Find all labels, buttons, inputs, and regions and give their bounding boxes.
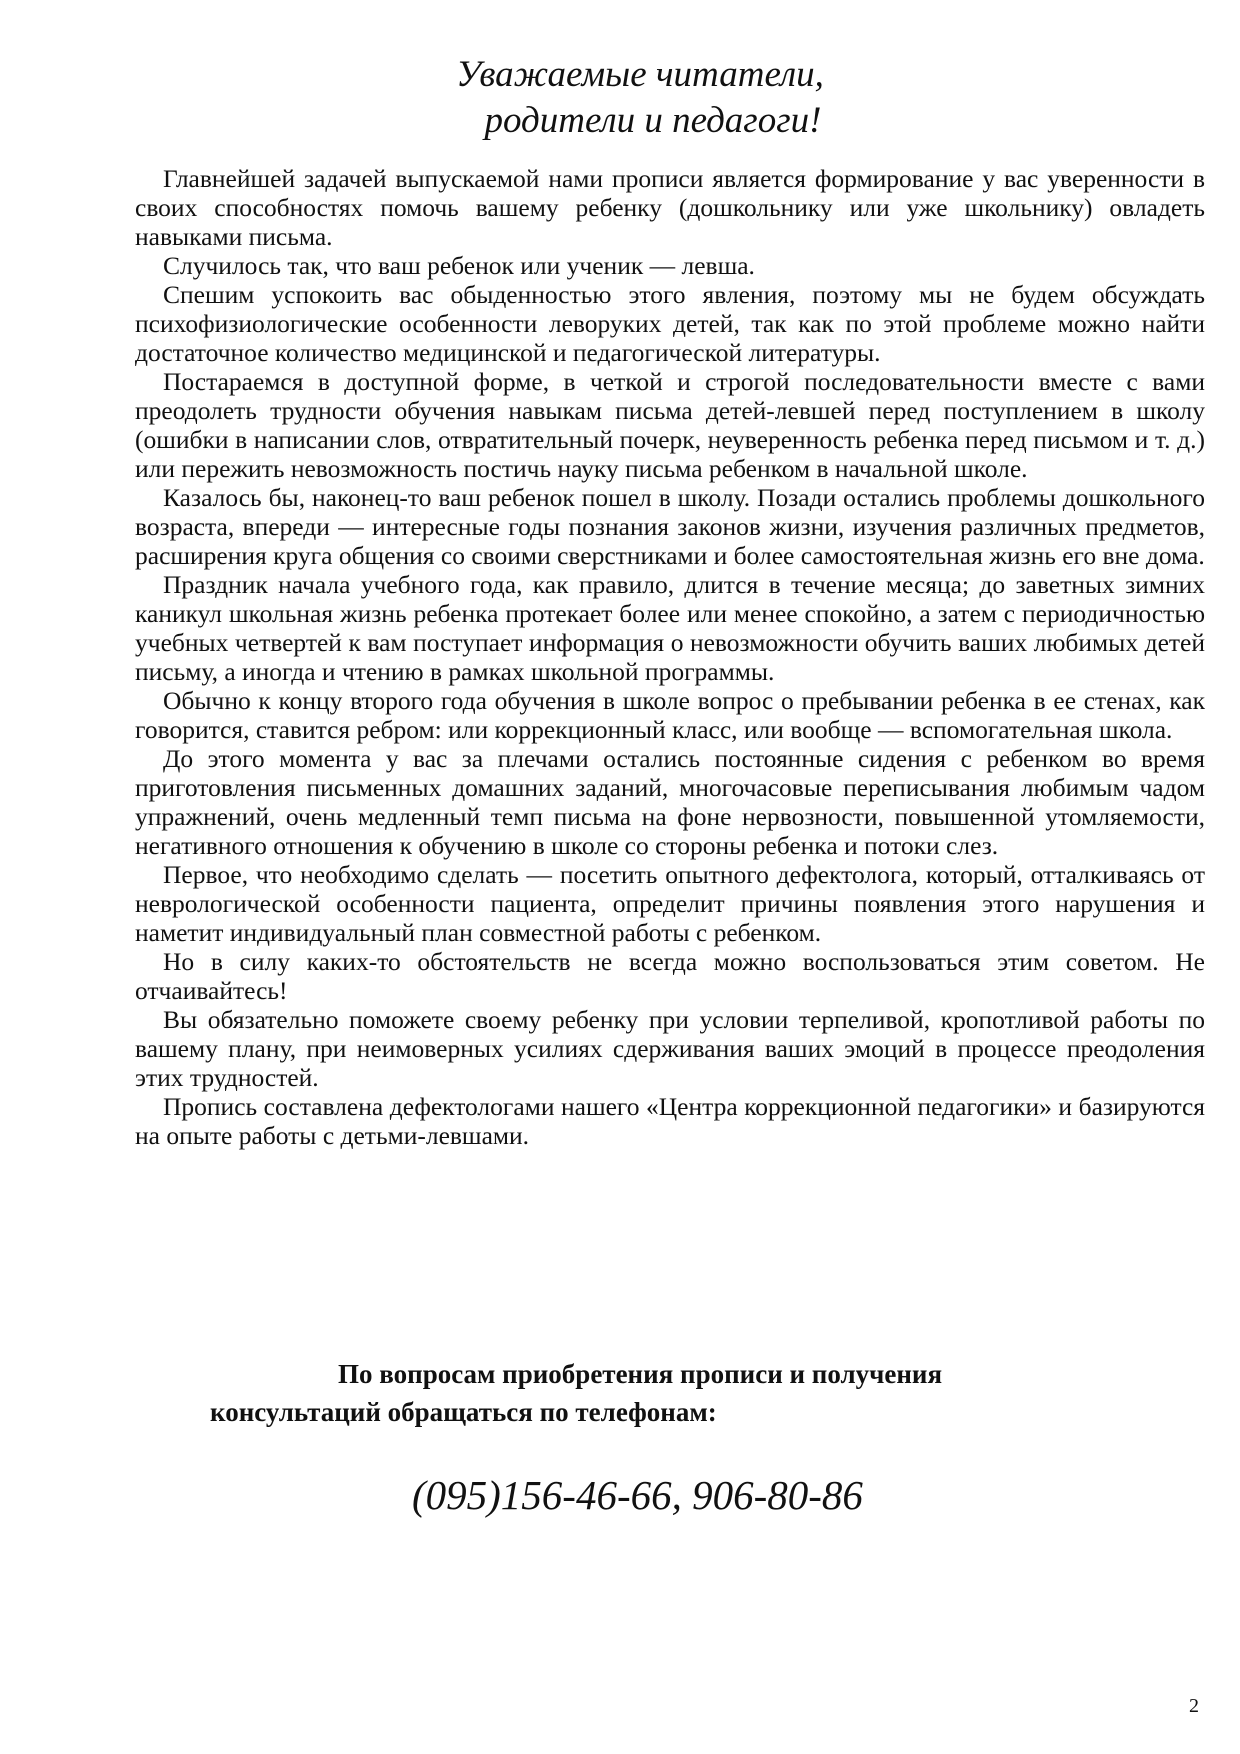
paragraph: Первое, что необходимо сделать — посетить опытного дефектолога, который, отталкиваясь от неврологической особенности пациента, определит причины появления этого нарушения и наметит индивидуальный план совместной работы с ребенком. <box>135 860 1205 947</box>
contact-line-1: По вопросам приобретения прописи и получения <box>338 1359 943 1389</box>
contact-line-2: консультаций обращаться по телефонам: <box>210 1397 717 1427</box>
greeting-heading <box>0 52 1240 144</box>
paragraph: Главнейшей задачей выпускаемой нами прописи является формирование у вас уверенности в своих способностях помочь вашему ребенку (дошкольнику или уже школьнику) овладеть навыками письма. <box>135 164 1205 251</box>
paragraph: Обычно к концу второго года обучения в школе вопрос о пребывании ребенка в ее стенах, как говорится, ставится ребром: или коррекционный класс, или вообще — вспомогательная школа. <box>135 686 1205 744</box>
page-number: 2 <box>1189 1695 1199 1717</box>
paragraph: Пропись составлена дефектологами нашего «Центра коррекционной педагогики» и базируются на опыте работы с детьми-левшами. <box>135 1092 1205 1150</box>
paragraph: Но в силу каких-то обстоятельств не всегда можно воспользоваться этим советом. Не отчаивайтесь! <box>135 947 1205 1005</box>
body-text <box>135 164 1205 1150</box>
contact-info <box>0 1355 1240 1431</box>
paragraph: Постараемся в доступной форме, в четкой и строгой последовательности вместе с вами преодолеть трудности обучения навыкам письма детей-левшей перед поступлением в школу (ошибки в написании слов, отвратительный почерк, неуверенность ребенка перед письмом и т. д.) или пережить невозможность постичь науку письма ребенком в начальной школе. <box>135 367 1205 483</box>
paragraph: Вы обязательно поможете своему ребенку при условии терпеливой, кропотливой работы по вашему плану, при неимоверных усилиях сдерживания ваших эмоций в процессе преодоления этих трудностей. <box>135 1005 1205 1092</box>
paragraph: Праздник начала учебного года, как правило, длится в течение месяца; до заветных зимних каникул школьная жизнь ребенка протекает более или менее спокойно, а затем с периодичностью учебных четвертей к вам поступает информация о невозможности обучить ваших любимых детей письму, а иногда и чтению в рамках школьной программы. <box>135 570 1205 686</box>
paragraph: Случилось так, что ваш ребенок или ученик — левша. <box>163 251 755 280</box>
phone-numbers: (095)156-46-66, 906-80-86 <box>412 1472 863 1518</box>
greeting-line-1: Уважаемые читатели, <box>456 54 824 95</box>
paragraph: Казалось бы, наконец-то ваш ребенок пошел в школу. Позади остались проблемы дошкольного возраста, впереди — интересные годы познания законов жизни, изучения различных предметов, расширения круга общения со своими сверстниками и более самостоятельная жизнь его вне дома. <box>135 483 1205 570</box>
greeting-line-2: родители и педагоги! <box>484 100 822 141</box>
paragraph: До этого момента у вас за плечами остались постоянные сидения с ребенком во время приготовления письменных домашних заданий, многочасовые переписывания любимым чадом упражнений, очень медленный темп письма на фоне нервозности, повышенной утомляемости, негативного отношения к обучению в школе со стороны ребенка и потоки слез. <box>135 744 1205 860</box>
paragraph: Спешим успокоить вас обыденностью этого явления, поэтому мы не будем обсуждать психофизиологические особенности леворуких детей, так как по этой проблеме можно найти достаточное количество медицинской и педагогической литературы. <box>135 280 1205 367</box>
